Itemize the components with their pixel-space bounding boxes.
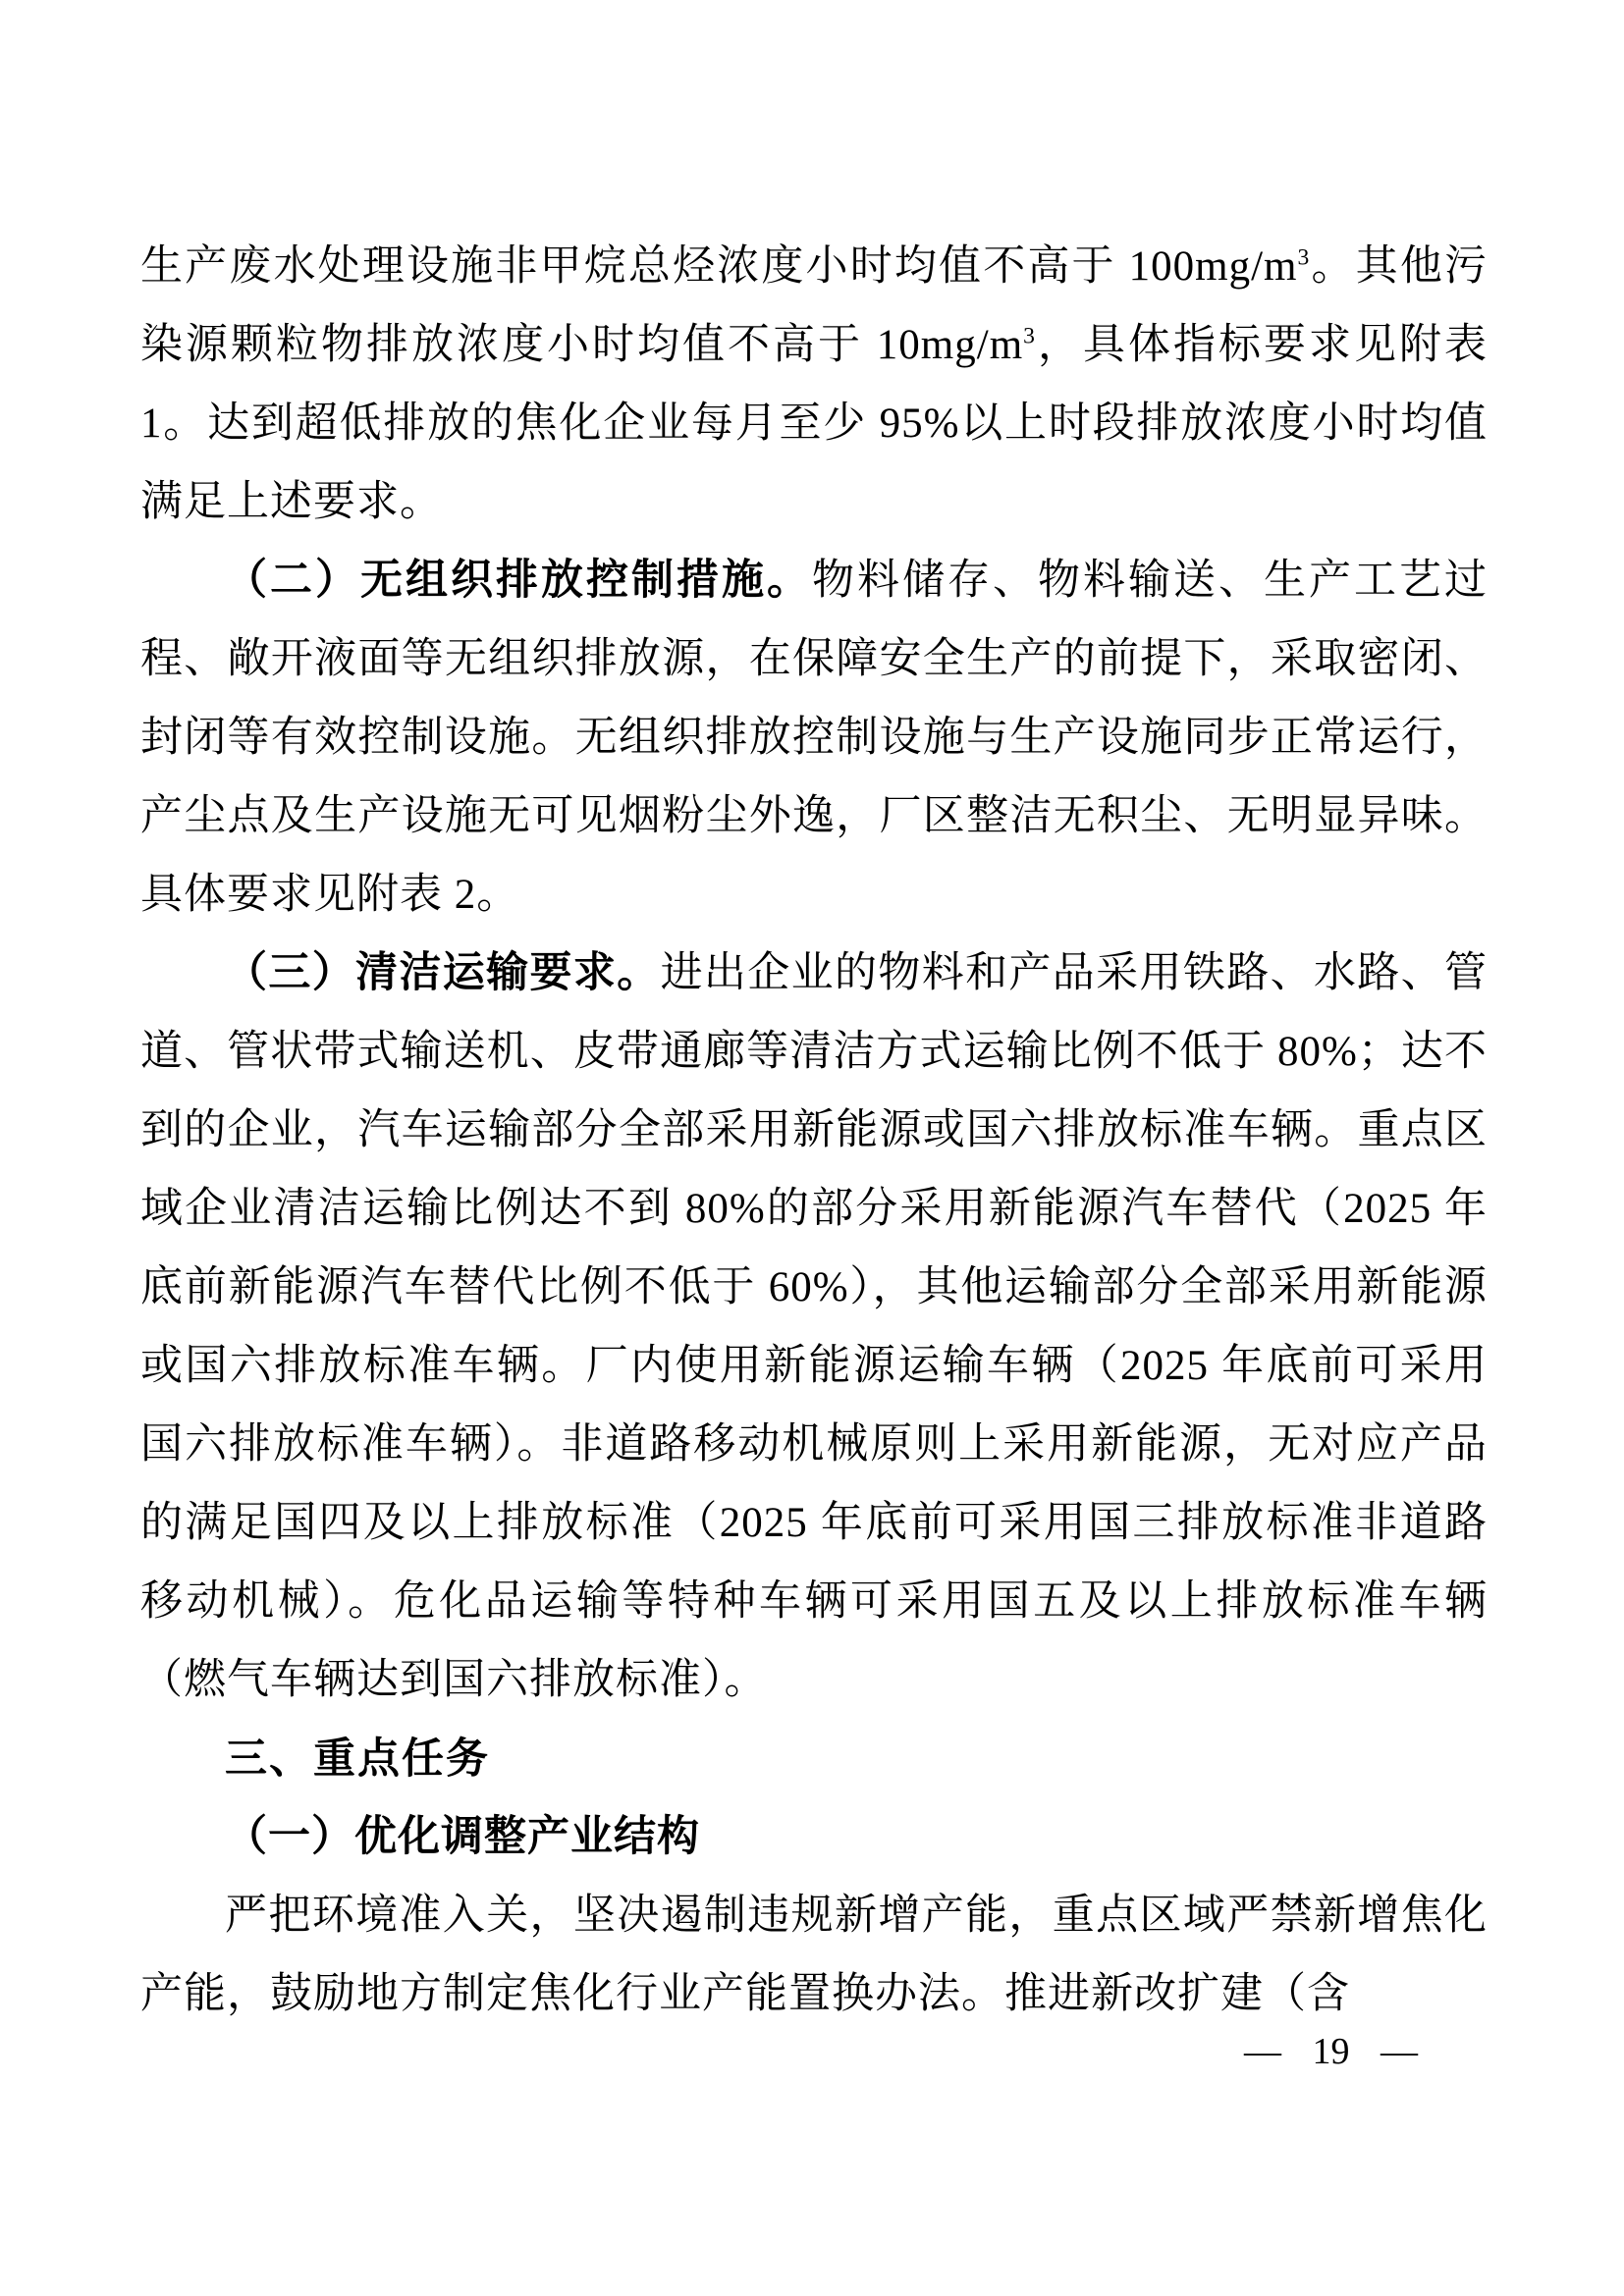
- subsection-heading-industry-structure: （一）优化调整产业结构: [225, 1814, 700, 1860]
- superscript-cubic-meter: 3: [1023, 323, 1036, 349]
- document-text-area: [140, 228, 1488, 2034]
- paragraph-overflow-ultra-low-emission: [140, 228, 1488, 542]
- text-run: 。其他污染源颗粒物排放浓度小时均值不高于 10mg/m: [140, 243, 1489, 368]
- superscript-cubic-meter: 3: [1297, 244, 1311, 271]
- text-run: 生产废水处理设施非甲烷总烃浓度小时均值不高于 100mg/m: [140, 243, 1298, 290]
- text-run: 物料储存、物料输送、生产工艺过程、敞开液面等无组织排放源，在保障安全生产的前提下，采取密闭、封闭等有效控制设施。无组织排放控制设施与生产设施同步正常运行，产尘点及生产设施无可见烟粉尘外逸，厂区整洁无积尘、无明显异味。具体要求见附表 2。: [140, 558, 1488, 918]
- paragraph-lead-bold: （三）清洁运输要求。: [225, 950, 661, 996]
- text-run: ，具体指标要求见附表 1。达到超低排放的焦化企业每月至少 95%以上时段排放浓度小时均值满足上述要求。: [140, 322, 1488, 525]
- page-number: — 19 —: [1244, 2031, 1418, 2072]
- section-heading-key-tasks: 三、重点任务: [225, 1735, 490, 1783]
- paragraph-lead-bold: （二）无组织排放控制措施。: [225, 558, 812, 604]
- paragraph-clean-transport-requirements: [140, 934, 1488, 1720]
- text-run: 进出企业的物料和产品采用铁路、水路、管道、管状带式输送机、皮带通廊等清洁方式运输比例不低于 80%；达不到的企业，汽车运输部分全部采用新能源或国六排放标准车辆。重点区域企业清洁运输比例达不到 80%的部分采用新能源汽车替代（2025 年底前新能源汽车替代比例不低于 60%），其他运输部分全部采用新能源或国六排放标准车辆。厂内使用新能源运输车辆（2025 年底前可采用国六排放标准车辆）。非道路移动机械原则上采用新能源，无对应产品的满足国四及以上排放标准（2025 年底前可采用国三排放标准非道路移动机械）。危化品运输等特种车辆可采用国五及以上排放标准车辆（燃气车辆达到国六排放标准）。: [140, 950, 1489, 1703]
- paragraph-fugitive-emission-control: [140, 542, 1488, 934]
- paragraph-capacity-control: 严把环境准入关，坚决遏制违规新增产能，重点区域严禁新增焦化产能，鼓励地方制定焦化行业产能置换办法。推进新改扩建（含: [140, 1893, 1488, 2017]
